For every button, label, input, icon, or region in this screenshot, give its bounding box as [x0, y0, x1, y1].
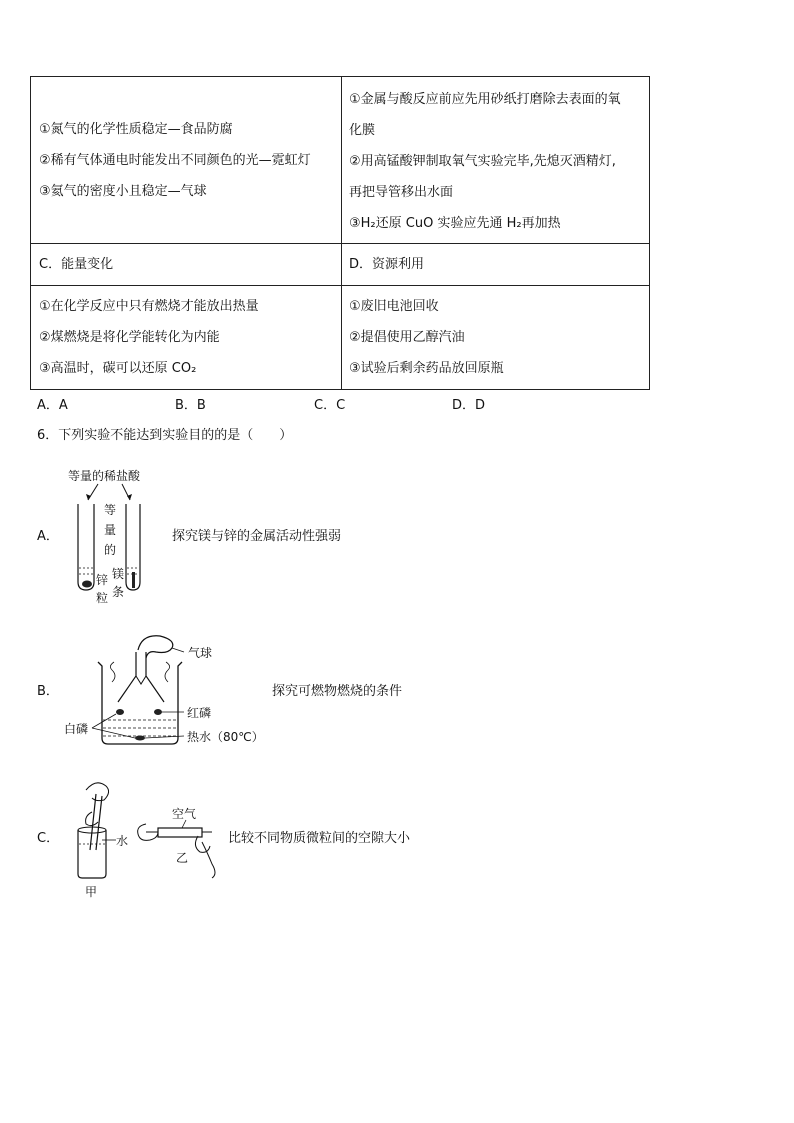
answer-table	[30, 76, 650, 390]
table-text: ③高温时，碳可以还原 CO₂	[39, 361, 197, 376]
table-text: 化膜	[349, 123, 376, 138]
table-text: ①氮气的化学性质稳定—食品防腐	[39, 122, 233, 137]
q6-option-a-desc: 探究镁与锌的金属活动性强弱	[172, 529, 342, 544]
red-phosphorus	[154, 709, 162, 715]
test-tube-left	[78, 504, 94, 590]
white-phosphorus-water	[135, 736, 145, 741]
white-phosphorus	[116, 709, 124, 715]
q6-option-b-letter[interactable]: B．	[37, 684, 59, 699]
label-magnesium: 条	[112, 585, 125, 599]
label-zinc: 锌	[96, 573, 109, 587]
balloon-icon	[138, 636, 173, 658]
table-heading: C．能量变化	[39, 257, 114, 272]
table-heading: D．资源利用	[349, 257, 425, 272]
option-d[interactable]: D．D	[452, 398, 486, 413]
table-text: 再把导管移出水面	[349, 185, 454, 200]
label-zinc: 粒	[96, 591, 109, 605]
question-6-stem: 6．下列实验不能达到实验目的的是（ ）	[37, 428, 293, 443]
cell-row1-right	[341, 84, 651, 239]
y-tube	[118, 652, 164, 702]
table-text: ③试验后剩余药品放回原瓶	[349, 361, 504, 376]
table-text: ②煤燃烧是将化学能转化为内能	[39, 330, 220, 345]
beaker-jia	[78, 830, 106, 878]
white-phosphorus-label: 白磷	[64, 722, 89, 736]
table-text: ①废旧电池回收	[349, 299, 439, 314]
cell-row3-left	[31, 291, 341, 384]
syringe-jia	[90, 794, 96, 850]
beaker-figure	[60, 632, 280, 752]
table-text: ②稀有气体通电时能发出不同颜色的光—霓虹灯	[39, 153, 311, 168]
magnesium-strip	[132, 572, 135, 588]
jia-label: 甲	[85, 885, 98, 899]
option-b[interactable]: B．B	[175, 398, 206, 413]
q6-option-b-desc: 探究可燃物燃烧的条件	[272, 684, 403, 699]
label-magnesium: 镁	[112, 567, 125, 581]
label-equal: 等	[104, 503, 117, 517]
zinc-granule	[82, 581, 92, 588]
hot-water-label: 热水（80℃）	[187, 730, 264, 744]
answer-options	[37, 396, 537, 416]
table-text: ③H₂还原 CuO 实验应先通 H₂再加热	[349, 216, 561, 231]
label-equal: 量	[104, 523, 117, 537]
option-a[interactable]: A．A	[37, 398, 68, 413]
q6-option-c-letter[interactable]: C．	[37, 831, 60, 846]
cell-header-c	[31, 249, 341, 280]
red-phosphorus-label: 红磷	[187, 706, 212, 720]
table-text: ①在化学反应中只有燃烧才能放出热量	[39, 299, 259, 314]
table-divider-2	[31, 285, 649, 286]
table-text: ①金属与酸反应前应先用砂纸打磨除去表面的氧	[349, 92, 621, 107]
acid-label: 等量的稀盐酸	[68, 469, 141, 483]
water-label: 水	[116, 834, 129, 848]
air-label: 空气	[172, 807, 197, 821]
label-equal: 的	[104, 543, 117, 557]
cell-row3-right	[341, 291, 651, 384]
q6-option-c-desc: 比较不同物质微粒间的空隙大小	[228, 831, 411, 846]
table-text: ②用高锰酸钾制取氧气实验完毕,先熄灭酒精灯,	[349, 154, 616, 169]
cell-header-d	[341, 249, 651, 280]
test-tubes-figure	[60, 458, 170, 608]
yi-label: 乙	[176, 851, 189, 865]
table-text: ③氦气的密度小且稳定—气球	[39, 184, 207, 199]
syringe-figure	[62, 772, 224, 900]
cell-row1-left	[31, 114, 341, 207]
q6-option-a-letter[interactable]: A．	[37, 529, 59, 544]
beaker	[98, 662, 182, 744]
table-text: ②提倡使用乙醇汽油	[349, 330, 465, 345]
balloon-label: 气球	[188, 646, 213, 660]
syringe-yi	[158, 828, 202, 837]
option-c[interactable]: C．C	[314, 398, 346, 413]
table-divider-1	[31, 243, 649, 244]
